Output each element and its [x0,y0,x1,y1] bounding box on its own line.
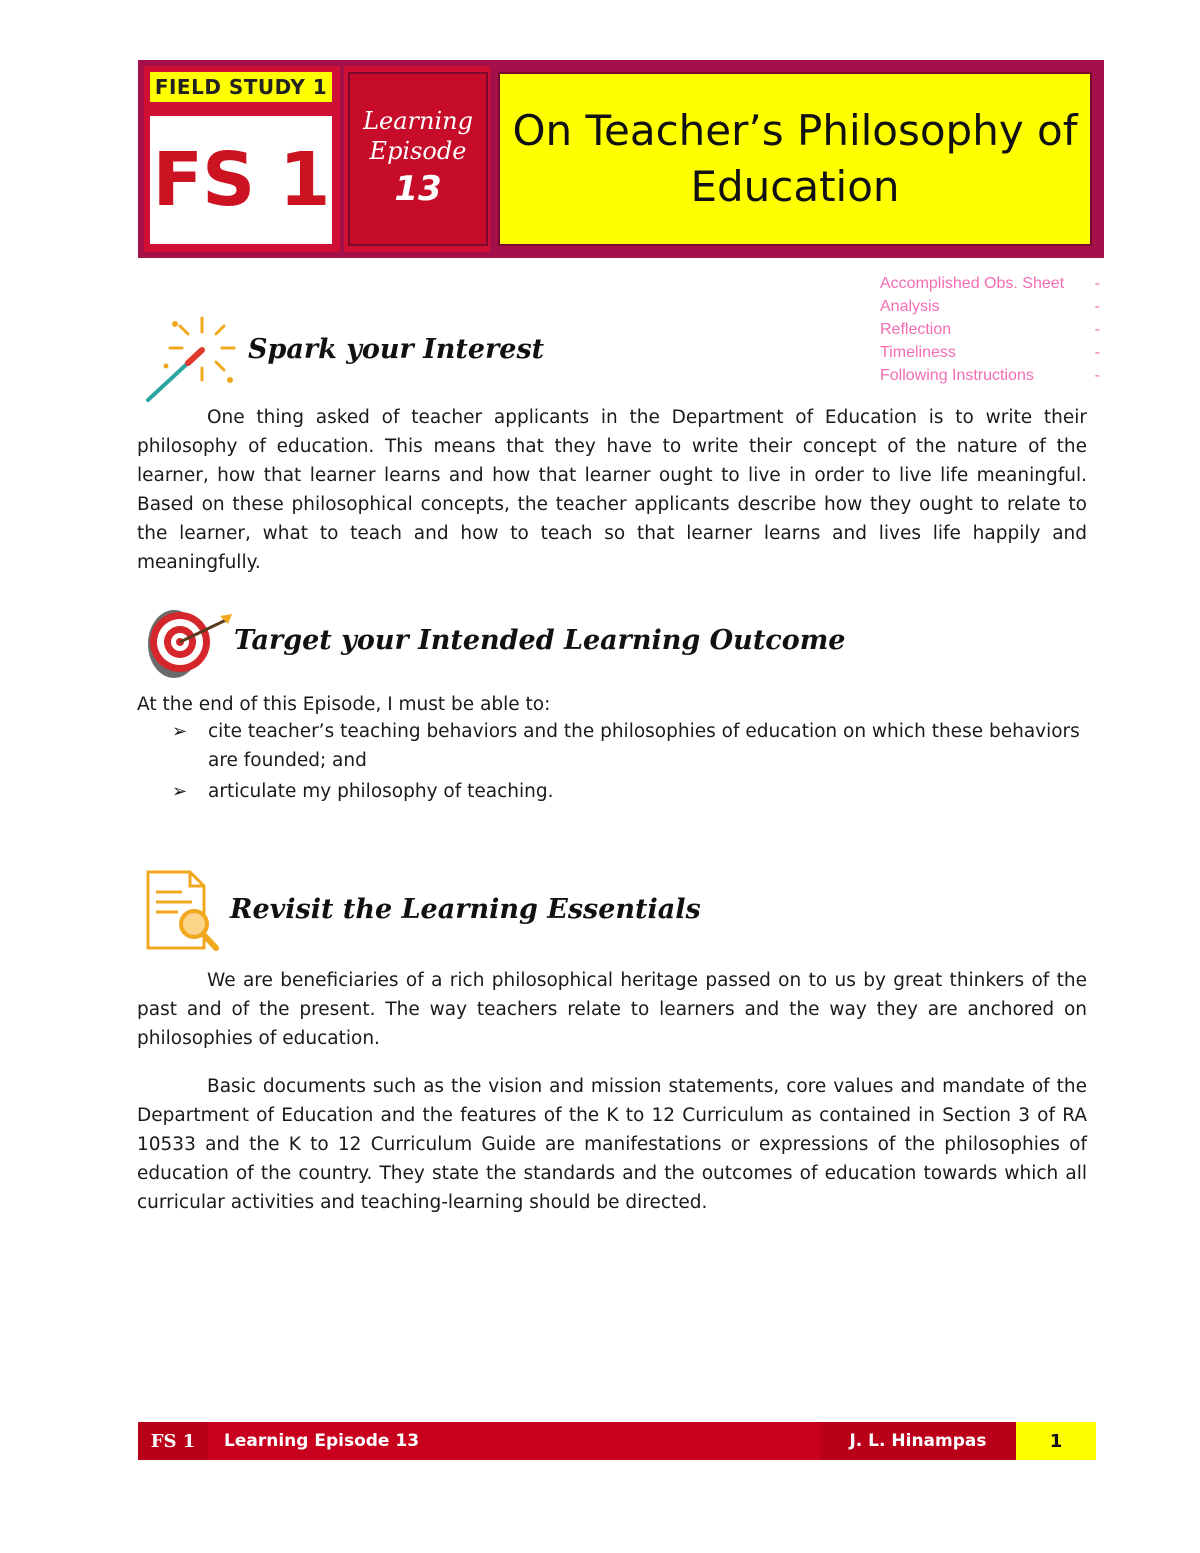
target-icon [140,604,236,680]
section-title-spark: Spark your Interest [248,334,545,365]
episode-number: 13 [394,169,442,209]
page-title-line2: Education [690,162,900,211]
arrow-bullet-icon: ➢ [172,721,188,742]
course-code: FS 1 [152,137,330,223]
page-title-line1: On Teacher’s Philosophy of [512,106,1078,155]
section-title-target: Target your Intended Learning Outcome [234,625,846,656]
revisit-paragraph-1: We are beneficiaries of a rich philosophical heritage passed on to us by great thinkers of the past and of the present. The way teachers relate to learners and the way they are anchored on philosophies of education. [137,970,1087,1049]
episode-panel [348,72,488,246]
rubric-row [880,364,1100,387]
page-number: 1 [1016,1422,1096,1460]
list-item-text: cite teacher’s teaching behaviors and the philosophies of education on which these behaviors are founded; and [208,721,1080,771]
revisit-paragraph-2: Basic documents such as the vision and mission statements, core values and mandate of the Department of Education and the features of the K to 12 Curriculum as contained in Section 3 of RA 10533 and the K to 12 Curriculum Guide are manifestations or expressions of the philosophies of education of the country. They state the standards and the outcomes of education towards which all curricular activities and teaching-learning should be directed. [137,1076,1087,1213]
rubric-value: - [1094,275,1100,292]
episode-word-episode: Episode [369,137,467,165]
magic-wand-icon [140,310,240,406]
list-item [170,717,1090,775]
rubric-label: Timeliness [880,344,956,361]
rubric-value: - [1094,321,1100,338]
rubric-label: Analysis [880,298,940,315]
header-banner [138,60,1104,258]
course-code-box [150,116,332,244]
page-footer [138,1422,1096,1460]
rubric-value: - [1094,367,1100,384]
footer-author: J. L. Hinampas [849,1431,987,1451]
arrow-bullet-icon: ➢ [172,781,188,802]
rubric-row [880,295,1100,318]
title-box [498,72,1092,246]
document-search-icon [142,868,222,952]
rubric-row [880,272,1100,295]
spark-paragraph: One thing asked of teacher applicants in the Department of Education is to write their philosophy of education. This means that they have to write their concept of the nature of the learner, how that learner learns and how that learner ought to live in order to live life meaningful. Based on these philosophical concepts, the teacher applicants describe how they ought to relate to the learner, what to teach and how to teach so that learner learns and lives life happily and meaningfully. [137,407,1087,573]
rubric-row [880,318,1100,341]
page-title [512,103,1077,215]
rubric-list [880,272,1100,387]
footer-episode: Learning Episode 13 [208,1422,820,1460]
rubric-row [880,341,1100,364]
list-item [170,777,1090,806]
list-item-text: articulate my philosophy of teaching. [208,781,554,802]
field-study-label: FIELD STUDY 1 [150,72,332,102]
section-title-revisit: Revisit the Learning Essentials [230,894,701,925]
rubric-label: Following Instructions [880,367,1034,384]
rubric-value: - [1094,298,1100,315]
target-intro: At the end of this Episode, I must be able to: [137,694,551,715]
footer-course-code: FS 1 [150,1430,196,1452]
episode-word-learning: Learning [363,107,473,135]
rubric-label: Reflection [880,321,952,338]
outcome-list [170,717,1090,806]
rubric-label: Accomplished Obs. Sheet [880,275,1065,292]
rubric-value: - [1094,344,1100,361]
